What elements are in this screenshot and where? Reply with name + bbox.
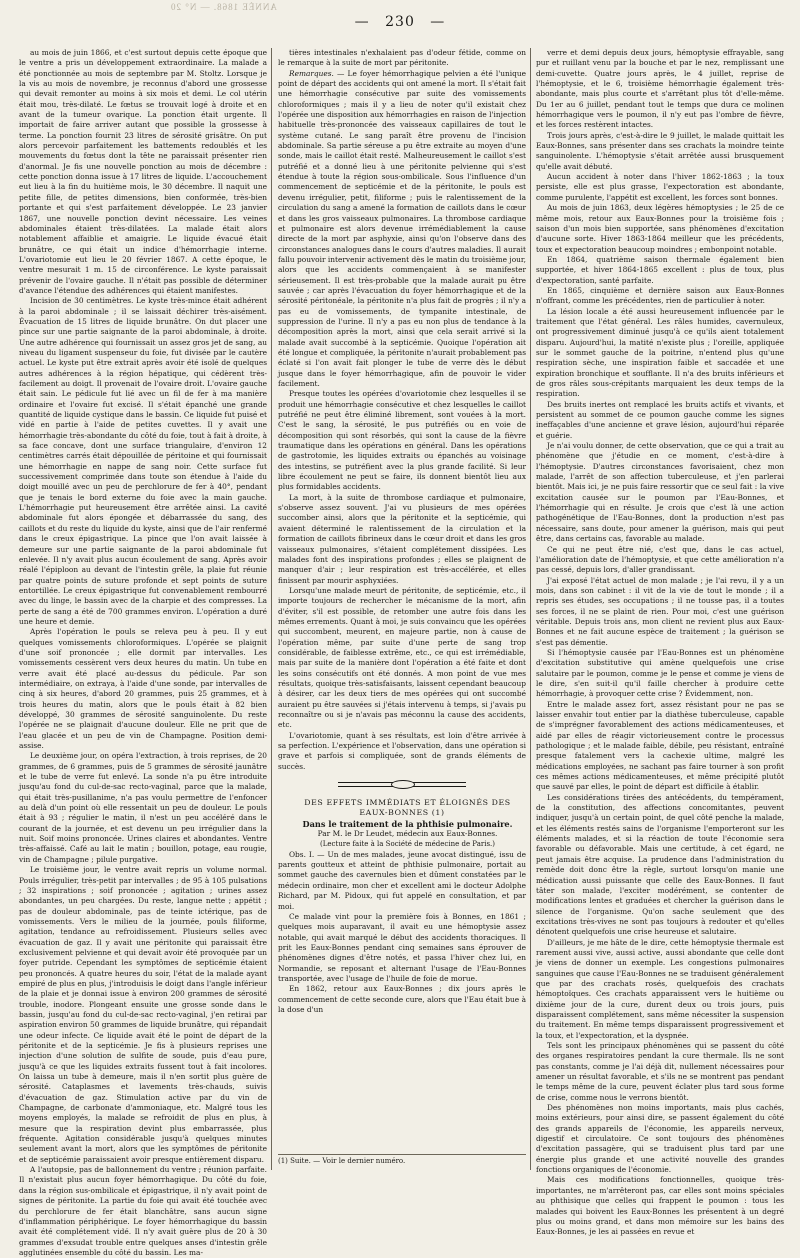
paragraph: A l'autopsie, pas de ballonnement du ventre ; réunion parfaite. Il n'existait plus aucun foyer hémorrhagique. Du côté du foie, dans la région sus-ombilicale et épigastrique, il n'y avait point de signes de péritonite. La partie du foie qui avait été touchée avec du perchlorure de fer était blanchâtre, sans aucun signe d'inflammation périphérique. Le foyer hémorrhagique du bassin avait été complétement vidé. Il n'y avait guère plus de 20 à 30 grammes d'exsudat trouble entre quelques anses d'intestin grêle agglutinées ensemble du côté du bassin. Les ma- bbox=[19, 1165, 267, 1257]
paragraph: Si l'hémoptysie causée par l'Eau-Bonnes est un phénomène d'excitation substitutive qui amène quelquefois une crise salutaire par le poumon, comme je le pense et comme je viens de le dire, s'en suit-il qu'il faille chercher à produire cette hémorrhagie, à provoquer cette crise ? Évidemment, non. bbox=[536, 647, 784, 699]
paragraph: Trois jours après, c'est-à-dire le 9 juillet, le malade quittait les Eaux-Bonnes, sans présenter dans ses crachats la moindre teinte sanguinolente. L'hémoptysie s'était arrêtée aussi brusquement qu'elle avait débuté. bbox=[536, 130, 784, 171]
paragraph: En 1862, retour aux Eaux-Bonnes ; dix jours après le commencement de cette seconde cure, alors que l'Eau était bue à la dose d'un bbox=[278, 984, 526, 1014]
column-rule-right bbox=[530, 48, 531, 1170]
article-byline: Par M. le Dr Leudet, médecin aux Eaux-Bonnes. bbox=[317, 829, 498, 839]
paragraph: Aucun accident à noter dans l'hiver 1862-1863 ; la toux persiste, elle est plus grasse, l'expectoration est abondante, comme purulente, l'appétit est excellent, les forces sont bonnes. bbox=[536, 172, 784, 202]
paragraph: verre et demi depuis deux jours, hémoptysie effrayable, sang pur et ruillant venu par la bouche et par le nez, remplissant une demi-cuvette. Quatre jours après, le 4 juillet, reprise de l'hémoptysie, et le 6, troisième hémorrhagie également très-abondante, mais plus courte et s'arrêtant plus tôt d'elle-même. Du 1er au 6 juillet, pendant tout le temps que dura ce molinen hémorrhagique vers le poumon, il n'y eut pas l'ombre de fièvre, et les forces restèrent intactes. bbox=[536, 48, 784, 130]
page-number: — 230 — bbox=[354, 14, 446, 30]
paragraph: Des bruits inertes ont remplacé les bruits actifs et vivants, et persistent au sommet de ce poumon gauche comme les signes ineffaçables d'une ancienne et grave lésion, aujourd'hui réparée et guérie. bbox=[536, 399, 784, 440]
paragraph: L'ovariotomie, quant à ses résultats, est loin d'être arrivée à sa perfection. L'expérience et l'observation, dans une opération si grave et parfois si compliquée, sont de grands éléments de succès. bbox=[278, 730, 526, 771]
paragraph: Entre le malade assez fort, assez résistant pour ne pas se laisser envahir tout entier par la diathèse tuberculeuse, capable de s'imprégner favorablement des actions médicamenteuses, et aidé par elles de réagir victorieusement contre le processus pathologique ; et le malade faible, débile, peu résistant, entraîné presque fatalement vers la cachexie ultime, malgré les médications employées, ne sachant pas faire tourner à son profit ces mêmes actions médicamenteuses, et même précipité plutôt que sauvé par elles, le point de départ est difficile à établir. bbox=[536, 699, 784, 792]
paragraph: Le deuxième jour, on opéra l'extraction, à trois reprises, de 20 grammes, de 6 grammes, puis de 5 grammes de sérosité jaunâtre et le tube de verre fut enlevé. La sonde n'a pu être introduite jusqu'au fond du cul-de-sac recto-vaginal, parce que la malade, qui était très-pusillanime, n'a pas voulu permettre de l'enfoncer au delà d'un point où elle ressentait un peu de douleur. Le pouls était à 93 ; régulier le matin, il n'est un peu accéléré dans le courant de la journée, et est devenu un peu irrégulier dans la nuit. Soif moins prononcée. Urines claires et abondantes. Ventre très-affaissé. Café au lait le matin ; bouillon, potage, eau rougie, vin de Champagne ; pilule purgative. bbox=[19, 751, 267, 864]
remarks-text: — Le foyer hémorrhagique pelvien a été l'unique point de départ des accidents qui ont amené la mort. Il s'était fait une hémorrhagie consécutive par suite des vomissements chloroformiques ; mais il y a lieu de noter qu'il existait chez l'opérée une disposition aux hémorrhagies en raison de l'injection habituelle très-prononcée des vaisseaux capillaires de tout le système cutané. Le sang paraît être provenu de l'incision abdominale. Sa partie séreuse a pu être extraite au moyen d'une sonde, mais le caillot était resté. Malheureusement le caillot s'est putréfié et a donné lieu à une péritonite pelvienne qui s'est étendue à toute la région sous-ombilicale. Sous l'influence d'un commencement de septicémie et de la péritonite, le pouls est devenu irrégulier, petit, filiforme ; puis le ralentissement de la circulation du sang a amené la formation de caillots dans le cœur et dans les gros vaisseaux pulmonaires. La thrombose cardiaque et pulmonaire est alors devenue irrémédiablement la cause directe de la mort par asphyxie, ainsi qu'on l'observe dans des circonstances analogues dans le cours d'autres maladies. Il aurait fallu pouvoir intervenir activement dès le matin du troisième jour, alors que les accidents commençaient à se manifester sérieusement. Il est très-probable que la malade aurait pu être sauvée ; car après l'évacuation du foyer hémorrhagique et de la sérosité péritonéale, la péritonite n'a plus fait de progrès ; il n'y a pas eu de vomissements, de tympanite intestinale, de suppression de l'urine. Il n'y a pas eu non plus de tendance à la décomposition après la mort, ainsi que cela serait arrivé si la malade avait succombé à la septicémie. Quoique l'opération ait été longue et compliquée, la péritonite n'aurait probablement pas éclaté si l'on avait fait plonger le tube de verre dès le début jusque dans le foyer hémorrhagique, afin de pouvoir le vider facilement. bbox=[278, 68, 526, 388]
paragraph: Incision de 30 centimètres. Le kyste très-mince était adhérent à la paroi abdominale ; il se laissait déchirer très-aisément. Évacuation de 15 litres de liquide brunâtre. On dut placer une pince sur une partie saignante de la paroi abdominale, à droite. Une autre adhérence qui fournissait un assez gros jet de sang, au niveau du ligament suspenseur du foie, fut divisée par le cautère actuel. Le kyste put être extrait après avoir été isolé de quelques autres adhérences à la région hépatique, qui cédèrent très-facilement au doigt. Il provenait de l'ovaire droit. L'ovaire gauche était sain. Le pédicule fut lié avec un fil de fer à ma manière ordinaire et l'ovaire fut excisé. Il s'était épanché une grande quantité de liquide cystique dans le bassin. Ce liquide fut puisé et vidé en partie à l'aide de petites cuvettes. Il y avait une hémorrhagie très-abondante du côté du foie, tout à fait à droite, à sa face concave, dont une surface triangulaire, d'environ 12 centimètres carrés était dépouillée de péritoine et qui fournissait une hémorrhagie en nappe de sang noir. Cette surface fut successivement comprimée dans toute son étendue à l'aide du doigt mouillé avec un peu de perchlorure de fer à 40°, pendant que je tenais le bord externe du foie avec la main gauche. L'hémorrhagie put heureusement être arrêtée ainsi. La cavité abdominale fut alors épongée et débarrassée du sang, des caillots et du reste du liquide du kyste, ainsi que de l'air renfermé dans le creux épigastrique. La pince que l'on avait laissée à demeure sur une partie saignante de la paroi abdominale fut enlevée. Il n'y avait plus aucun écoulement de sang. Après avoir réalé l'épiploon au devant de l'intestin grêle, la plaie fut réunie par quatre points de suture profonde et sept points de suture entortillée. Le creux épigastrique fut convenablement rembourré avec du linge, le bassin avec de la charpie et des compresses. La perte de sang a été de 700 grammes environ. L'opération a duré une heure et demie. bbox=[19, 296, 267, 626]
paragraph: Lorsqu'une malade meurt de péritonite, de septicémie, etc., il importe toujours de rechercher le mécanisme de la mort, afin d'éviter, s'il est possible, de retomber une autre fois dans les mêmes errements. Quant à moi, je suis convaincu que les opérées qui succombent, meurent, en majeure partie, non à cause de l'opération même, par suite d'une perte de sang trop considérable, de faiblesse extrême, etc., ce qui est irrémédiable, mais par suite de la manière dont l'opération a été faite et dont les soins consécutifs ont été donnés. A mon point de vue mes résultats, quoique très-satisfaisants, laissent cependant beaucoup à désirer, car les deux tiers de mes opérées qui ont succombé auraient pu être sauvées si j'étais intervenu à temps, si j'avais pu reconnaître ou si je n'avais pas méconnu la cause des accidents, etc. bbox=[278, 585, 526, 730]
paragraph: Des phénomènes non moins importants, mais plus cachés, moins extérieurs, pour ainsi dire, se passent également du côté des grands appareils de l'économie, les appareils nerveux, digestif et circulatoire. Ce sont toujours des phénomènes d'excitation passagère, qui se traduisent plus tard par une énergie plus grande et une activité nouvelle des grandes fonctions organiques de l'économie. bbox=[536, 1103, 784, 1175]
page-header bbox=[0, 0, 800, 36]
paragraph: Les considérations tirées des antécédents, du tempérament, de la constitution, des affections concomitantes, peuvent indiquer, jusqu'à un certain point, de quel côté penche la malade, et les éléments restés sains de l'organisme l'emporteront sur les éléments malades, et si la réaction de toute l'économie sera favorable ou défavorable. Mais une certitude, à cet égard, ne peut jamais être acquise. La prudence dans l'administration du remède doit donc être la règle, surtout lorsqu'on manie une médication aussi puissante que celle des Eaux-Bonnes. Il faut tâter son malade, l'exciter modérément, se contenter de modifications lentes et graduées et chercher la guérison dans le silence de l'organisme. Qu'on sache seulement que des excitations très-vives ne sont pas toujours à redouter et qu'elles dénotent quelquefois une crise heureuse et salutaire. bbox=[536, 792, 784, 937]
paragraph: En 1864, quatrième saison thermale également bien supportée, et hiver 1864-1865 excellent : plus de toux, plus d'expectoration, santé parfaite. bbox=[536, 254, 784, 285]
article-note: (Lecture faite à la Société de médecine de Paris.) bbox=[319, 840, 496, 849]
paragraph: Au mois de juin 1863, deux légères hémoptysies ; le 25 de ce même mois, retour aux Eaux-Bonnes pour la troisième fois ; saison d'un mois bien supportée, sans phénomènes d'excitation d'aucune sorte. Hiver 1863-1864 meilleur que les précédents, toux et expectoration beaucoup moindres ; embonpoint notable. bbox=[536, 203, 784, 254]
paragraph: J'ai exposé l'état actuel de mon malade ; je l'ai revu, il y a un mois, dans son cabinet : il vit de la vie de tout le monde ; il a repris ses études, ses occupations ; il ne tousse pas, il a toutes ses forces, il ne se plaint de rien. Pour moi, c'est une guérison véritable. Depuis trois ans, mon client ne revient plus aux Eaux-Bonnes et ne fait aucune espèce de traitement ; la guérison se s'est pas démentie. bbox=[536, 575, 784, 647]
page-number-value: 230 bbox=[385, 14, 415, 30]
paragraph: Après l'opération le pouls se releva peu à peu. Il y eut quelques vomissements chloroformiques. L'opérée se plaignit d'une soif prononcée ; elle dormit par intervalles. Les vomissements cessèrent vers deux heures du matin. Un tube en verre avait été placé au-dessus du pédicule. Par son intermédiaire, on extraya, à l'aide d'une sonde, par intervalles de cinq à six heures, d'abord 20 grammes, puis 25 grammes, et à trois heures du matin, alors que le pouls était à 82 bien développé, 30 grammes de sérosité sanguinolente. Du reste l'opérée ne se plaignait d'aucune douleur. Elle ne prit que de l'eau glacée et un peu de vin de Champagne. Position demi-assise. bbox=[19, 627, 267, 751]
paragraph: D'ailleurs, je me hâte de le dire, cette hémoptysie thermale est rarement aussi vive, aussi active, aussi abondante que celle dont je viens de donner un exemple. Les congestions pulmonaires sanguines que cause l'Eau-Bonnes ne se traduisent généralement que par des crachats rosés, quelquefois des crachats hémoptoïques. Ces crachats apparaissent vers le huitième ou dixième jour de la cure, durent deux ou trois jours, puis disparaissent complétement, sans même nécessiter la suspension du traitement. En même temps disparaissent progressivement et la toux, et l'expectoration, et la dyspnée. bbox=[536, 937, 784, 1040]
left-column bbox=[19, 48, 267, 1258]
article-subtitle: Dans le traitement de la phthisie pulmonaire. bbox=[302, 818, 513, 829]
paragraph: Tels sont les principaux phénomènes qui se passent du côté des organes respiratoires pendant la cure thermale. Ils ne sont pas constants, comme je l'ai déjà dit, nullement nécessaires pour amener un résultat favorable, et s'ils ne se montrent pas pendant le temps même de la cure, peuvent éclater plus tard sous forme de crise, comme nous le verrons bientôt. bbox=[536, 1041, 784, 1102]
article-title: DES EFFETS IMMÉDIATS ET ÉLOIGNÉS DES EAUX-BONNES (1) bbox=[304, 798, 511, 818]
paragraph: Presque toutes les opérées d'ovariotomie chez lesquelles il se produit une hémorrhagie consécutive et chez lesquelles le caillot putréfié ne peut être éliminé librement, sont vouées à la mort. C'est le sang, la sérosité, le pus putréfiés ou en voie de décomposition qui sont résorbés, qui sont la cause de la fièvre traumatique dans les opérations en général. Dans les opérations de gastrotomie, les liquides extraits ou épanchés au voisinage des intestins, se putréfient avec la plus grande facilité. Si leur libre écoulement ne peut se faire, ils donnent bientôt lieu aux plus formidables accidents. bbox=[278, 389, 526, 492]
paragraph: La lésion locale a été aussi heureusement influencée par le traitement que l'état général. Les râles humides, cavernuleux, ont progressivement diminué jusqu'à ce qu'ils aient totalement disparu. Aujourd'hui, la matité n'existe plus ; l'oreille, appliquée sur le sommet gauche de la poitrine, n'entend plus qu'une respiration sèche, une inspiration faible et saccadée et une expiration bronchique et soufflante. Il n'a des bruits inférieurs et de gros râles sous-crépitants marquaient les deux temps de la respiration. bbox=[536, 306, 784, 399]
paragraph: Le troisième jour, le ventre avait repris un volume normal. Pouls irrégulier, très-petit par intervalles ; de 95 à 105 pulsations ; 32 inspirations ; soif prononcée ; agitation ; urines assez abondantes, un peu chargées. Du reste, langue nette ; appétit ; pas de douleur abdominale, pas de teinte ictérique, pas de vomissements. Vers le milieu de la journée, pouls filiforme, agitation, tendance au refroidissement. Plusieurs selles avec évacuation de gaz. Il y avait une péritonite qui paraissait être exclusivement pelvienne et qui devait avoir été provoquée par un foyer putride. Cependant les symptômes de septicémie étaient peu prononcés. A quatre heures du soir, l'état de la malade ayant empiré de plus en plus, j'introduisis le doigt dans l'angle inférieur de la plaie et je donnai issue à environ 200 grammes de sérosité trouble, inodore. Plongeant ensuite une grosse sonde dans le bassin, jusqu'au fond du cul-de-sac recto-vaginal, j'en retirai par aspiration environ 50 grammes de liquide brunâtre, qui répandait une odeur infecte. Ce liquide avait été le point de départ de la péritonite et de la septicémie. Je fis à plusieurs reprises une injection d'une solution de sulfite de soude, puis d'eau pure, jusqu'à ce que les liquides extraits fussent tout à fait incolores. On laissa un tube à demeure, mais il n'en sortit plus guère de sérosité. Cataplasmes et lavements très-chauds, suivis d'évacuation de gaz. Stimulation active par du vin de Champagne, de carbonate d'ammoniaque, etc. Malgré tous les moyens employés, la malade se refroidit de plus en plus, à mesure que la respiration devint plus embarrassée, plus fréquente. Agitation considérable jusqu'à quelques minutes seulement avant la mort, alors que les symptômes de péritonite et de septicémie paraissaient avoir presque entièrement disparu. bbox=[19, 865, 267, 1164]
column-rule-left bbox=[271, 48, 272, 1170]
right-column bbox=[536, 48, 784, 1238]
footnote-text: (1) Suite. — Voir le dernier numéro. bbox=[278, 1157, 406, 1165]
remarks-paragraph bbox=[278, 69, 526, 390]
paragraph: Obs. I. — Un de mes malades, jeune avocat distingué, issu de parents goutteux et atteint de phthisie pulmonaire, portait au sommet gauche des cavernules bien et dûment constatées par le médecin ordinaire, mon cher et excellent ami le docteur Adolphe Richard, par M. Pidoux, qui fut appelé en consultation, et par moi. bbox=[278, 849, 526, 911]
paragraph: En 1865, cinquième et dernière saison aux Eaux-Bonnes n'offrant, comme les précédentes, rien de particulier à noter. bbox=[536, 285, 784, 306]
remarks-label: Remarques. bbox=[289, 68, 334, 78]
middle-column bbox=[278, 48, 526, 1015]
paragraph: Mais ces modifications fonctionnelles, quoique très-importantes, ne m'arrêteront pas, car elles sont moins spéciales au phthisique que celles qui frappent le poumon : tous les malades qui boivent les Eaux-Bonnes les présentent à un degré plus ou moins grand, et dans mon mémoire sur les bains des Eaux-Bonnes, je les ai passées en revue et bbox=[536, 1175, 784, 1237]
paragraph: La mort, à la suite de thrombose cardiaque et pulmonaire, s'observe assez souvent. J'ai vu plusieurs de mes opérées succomber ainsi, alors que la péritonite et la septicémie, qui avaient déterminé le ralentissement de la circulation et la formation de caillots fibrineux dans le cœur droit et dans les gros vaisseaux pulmonaires, s'étaient complétement dissipées. Les malades font des inspirations profondes ; elles se plaignent de manquer d'air ; leur respiration est très-accélérée, et elles finissent par mourir asphyxiées. bbox=[278, 492, 526, 585]
bleed-through-text: ANNÉE 1868. — N° 20 bbox=[170, 2, 277, 12]
paragraph: Je n'ai voulu donner, de cette observation, que ce qui a trait au phénomène que j'étudie en ce moment, c'est-à-dire à l'hémoptysie. D'autres circonstances favorisaient, chez mon malade, l'arrêt de son affection tuberculeuse, et j'en parlerai bientôt. Mais ici, je ne puis faire ressortir que ce seul fait : la vive excitation causée sur le poumon par l'Eau-Bonnes, et l'hémorrhagie qui en résulte. Je crois que c'est là une action pathogénétique de l'Eau-Bonnes, dont la production n'est pas nécessaire, sans doute, pour amener la guérison, mais qui peut être, dans certains cas, favorable au malade. bbox=[536, 441, 784, 544]
paragraph: Ce malade vint pour la première fois à Bonnes, en 1861 ; quelques mois auparavant, il avait eu une hémoptysie assez notable, qui avait marqué le début des accidents thoraciques. Il prit les Eaux-Bonnes pendant cinq semaines sans éprouver de phénomènes dignes d'être notés, et passa l'hiver chez lui, en Normandie, se reposant et alternant l'usage de l'Eau-Bonnes transportée, avec l'usage de l'huile de foie de morue. bbox=[278, 911, 526, 983]
footnote bbox=[278, 1154, 526, 1165]
ornamental-divider bbox=[338, 782, 466, 787]
paragraph: Ce qui ne peut être nié, c'est que, dans le cas actuel, l'amélioration date de l'hémoptysie, et que cette amélioration n'a pas cessé, depuis lors, d'aller grandissant. bbox=[536, 544, 784, 575]
paragraph: tières intestinales n'exhalaient pas d'odeur fétide, comme on le remarque à la suite de mort par péritonite. bbox=[278, 48, 526, 68]
paragraph: au mois de juin 1866, et c'est surtout depuis cette époque que le ventre a pris un développement extraordinaire. La malade a été ponctionnée au mois de septembre par M. Stoltz. Lorsque je la vis au mois de novembre, je reconnus d'abord une grossesse qui devait remonter au moins à six mois et demi. Le col utérin était mou, très-dilaté. Le fœtus se trouvait logé à droite et en avant de la tumeur ovarique. La ponction était urgente. Il importait de faire arriver autant que possible la grossesse à terme. La ponction fournit 23 litres de sérosité grisâtre. On put alors percevoir parfaitement les battements redoublés et les mouvements du fœtus dont la tête ne paraissait présenter rien d'anormal. Je fis une nouvelle ponction au mois de décembre : cette ponction donna issue à 17 litres de liquide. L'accouchement eut lieu à la fin du huitième mois, le 30 décembre. Il naquit une petite fille, de petites dimensions, bien conformée, très-bien portante et qui s'est parfaitement développée. Le 23 janvier 1867, une nouvelle ponction devint nécessaire. Les veines abdominales étaient très-dilatées. La malade était alors notablement affaiblie et amaigrie. Le liquide évacué était brunâtre, ce qui était un indice d'hémorrhagie interne. L'ovariotomie eut lieu le 20 février 1867. A cette époque, le ventre mesurait 1 m. 15 de circonférence. Le kyste paraissait prévenir de l'ovaire gauche. Il n'était pas possible de déterminer d'avance l'étendue des adhérences qui étaient manifestes. bbox=[19, 48, 267, 295]
